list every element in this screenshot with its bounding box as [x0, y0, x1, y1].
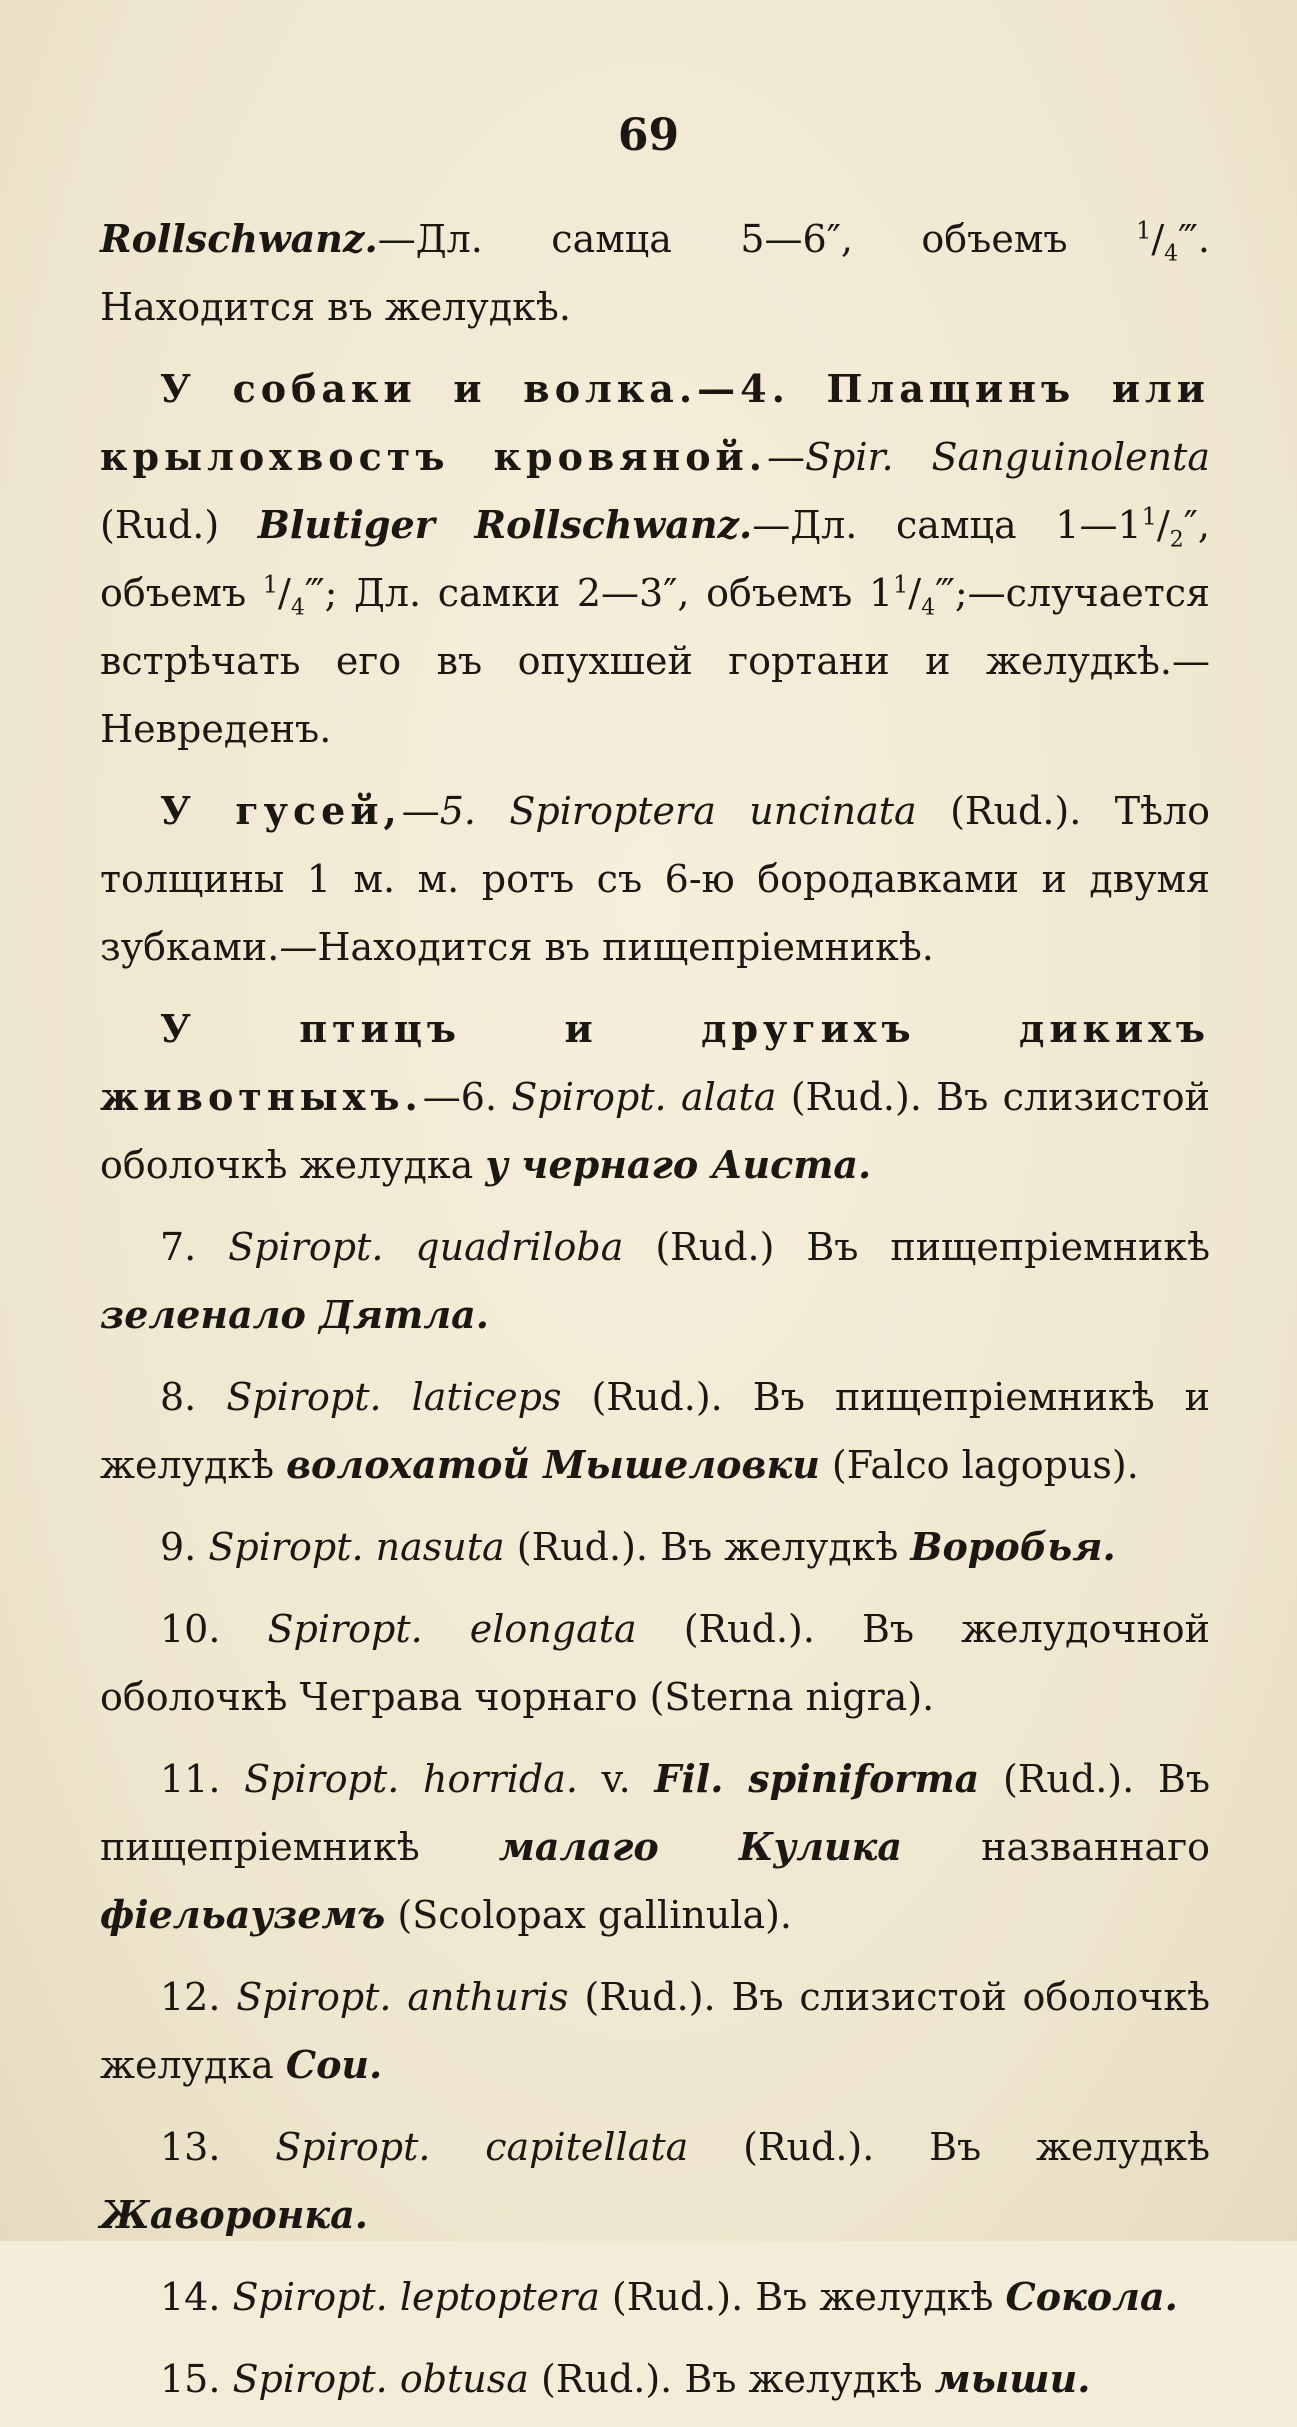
paragraph-6: 8. Spiropt. laticeps (Rud.). Въ пищепріемникѣ и желудкѣ волохатой Мышеловки (Falco lagopus). [100, 1375, 1210, 1487]
paragraph-11: 13. Spiropt. capitellata (Rud.). Въ желудкѣ Жаворонка. [100, 2125, 1210, 2237]
page-number: 69 [617, 110, 680, 161]
paragraph-10: 12. Spiropt. anthuris (Rud.). Въ слизистой оболочкѣ желудка Сои. [100, 1975, 1210, 2087]
paragraph-5: 7. Spiropt. quadriloba (Rud.) Въ пищепріемникѣ зеленало Дятла. [100, 1225, 1211, 1337]
paragraph-8: 10. Spiropt. elongata (Rud.). Въ желудочной оболочкѣ Чеграва чорнаго (Sterna nigra). [100, 1607, 1211, 1719]
paragraph-4: У птицъ и другихъ дикихъ животныхъ.—6. Spiropt. alata (Rud.). Въ слизистой оболочкѣ желудка у чернаго Аиста. [100, 1006, 1210, 1187]
paragraph-9: 11. Spiropt. horrida. v. Fil. spiniforma (Rud.). Въ пищепріемникѣ малаго Кулика названнаго фіельауземъ (Scolopax gallinula). [100, 1756, 1210, 1937]
paragraph-1: Rollschwanz.—Дл. самца 5—6″, объемъ $^1/_4‴$. Находится въ желудкѣ. [100, 216, 1210, 329]
paragraph-7: 9. Spiropt. nasuta (Rud.). Въ желудкѣ Воробья. [160, 1524, 1116, 1569]
paragraph-2: У собаки и волка.—4. Плащинъ или крылохвостъ кровяной.—Spir. Sanguinolenta (Rud.) Blutiger Rollschwanz.—Дл. самца $1—1^1/_2''$, объемъ $^1/_4‴$; Дл. самки 2—3″, объемъ $1^1/_4‴;—случается$ встрѣчать его въ опухшей гортани и желудкѣ.—Невреденъ. [100, 366, 1211, 751]
paragraph-3: У гусей,—5. Spiroptera uncinata (Rud.). Тѣло толщины 1 м. м. ротъ съ 6-ю бородавками и двумя зубками.—Находится въ пищепріемникѣ. [100, 788, 1211, 969]
paragraph-12: 14. Spiropt. leptoptera (Rud.). Въ желудкѣ Сокола. [160, 2274, 1178, 2319]
paragraph-13: 15. Spiropt. obtusa (Rud.). Въ желудкѣ мыши. [160, 2356, 1091, 2401]
page-body [100, 205, 1210, 2427]
